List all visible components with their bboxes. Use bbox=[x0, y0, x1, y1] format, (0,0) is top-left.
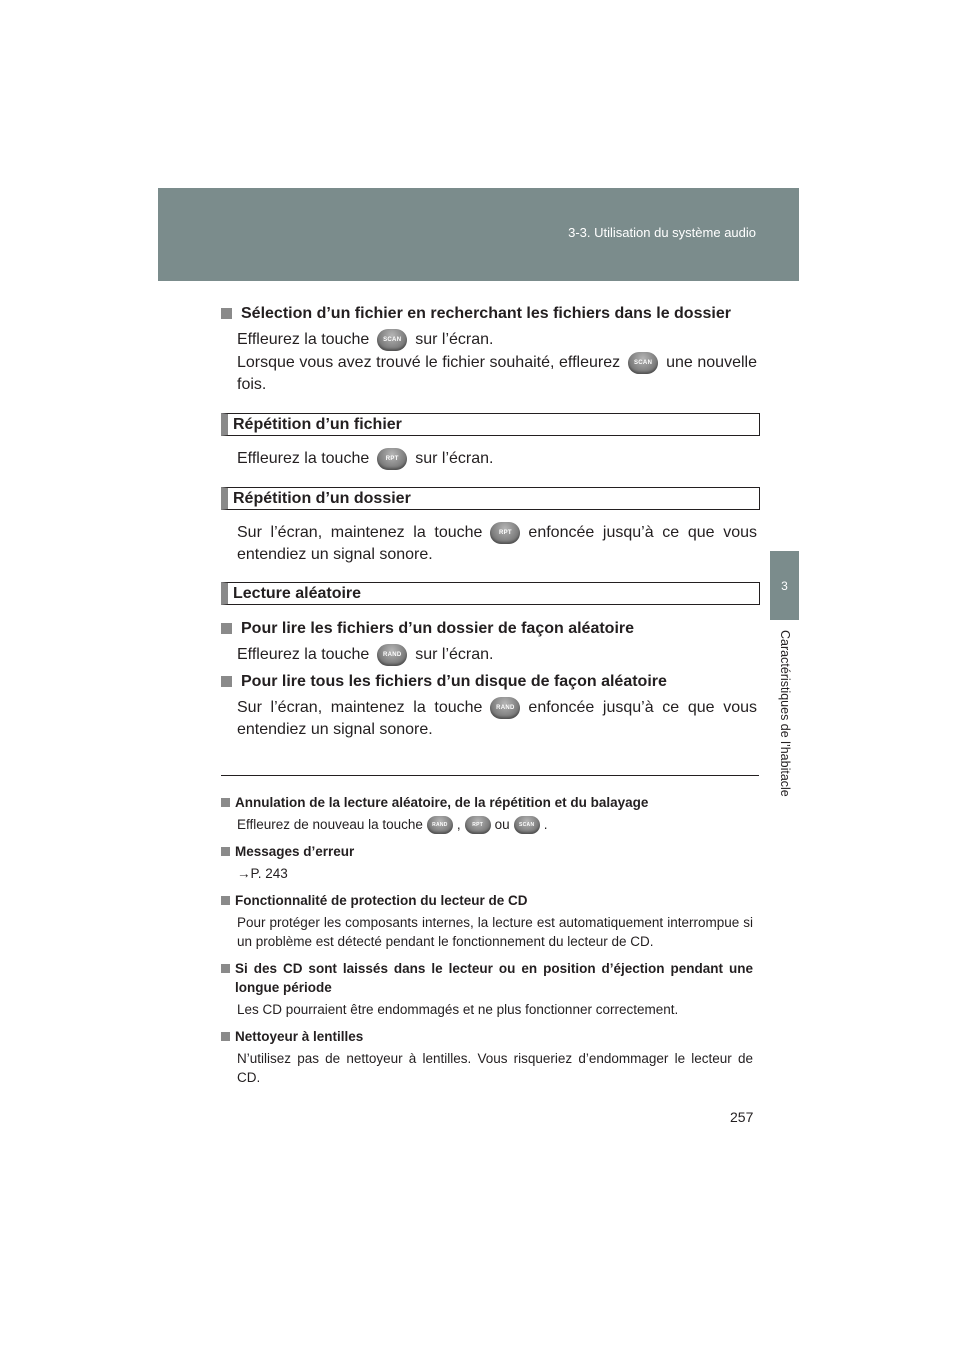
scan-heading: Sélection d’un fichier en recherchant les fichiers dans le dossier bbox=[221, 302, 757, 325]
random-disc-text: Sur l’écran, maintenez la touche RAND enfoncée jusqu’à ce que vous entendiez un signal sonore. bbox=[221, 697, 757, 741]
repeat-file-heading: Répétition d’un fichier bbox=[221, 413, 760, 436]
note-heading: Messages d’erreur bbox=[221, 842, 753, 861]
page-number: 257 bbox=[730, 1109, 754, 1125]
notes-section bbox=[221, 793, 753, 1095]
square-bullet-icon bbox=[221, 676, 232, 687]
square-bullet-icon bbox=[221, 798, 230, 807]
square-bullet-icon bbox=[221, 1032, 230, 1041]
header-band bbox=[158, 188, 799, 281]
note-left-cd bbox=[221, 959, 753, 1019]
main-content bbox=[221, 302, 757, 741]
rand-button-icon: RAND bbox=[490, 697, 520, 719]
section-divider bbox=[221, 775, 759, 776]
rpt-button-icon: RPT bbox=[377, 448, 407, 470]
note-errors bbox=[221, 842, 753, 883]
note-heading: Annulation de la lecture aléatoire, de la répétition et du balayage bbox=[221, 793, 753, 812]
random-heading: Lecture aléatoire bbox=[221, 582, 760, 605]
chapter-number: 3 bbox=[781, 578, 788, 593]
note-text: Pour protéger les composants internes, la lecture est automatiquement interrompue si un problème est détecté pendant le fonctionnement du lecteur de CD. bbox=[237, 915, 753, 950]
note-text: Les CD pourraient être endommagés et ne plus fonctionner correctement. bbox=[237, 1002, 679, 1018]
repeat-file-text: Effleurez la touche RPT sur l’écran. bbox=[221, 448, 757, 470]
note-cancel bbox=[221, 793, 753, 834]
scan-text-2: Lorsque vous avez trouvé le fichier souhaité, effleurez SCAN une nouvelle fois. bbox=[221, 352, 757, 396]
repeat-folder-text: Sur l’écran, maintenez la touche RPT enfoncée jusqu’à ce que vous entendiez un signal sonore. bbox=[221, 522, 757, 566]
section-title: 3-3. Utilisation du système audio bbox=[568, 225, 756, 240]
repeat-folder-heading: Répétition d’un dossier bbox=[221, 487, 760, 510]
square-bullet-icon bbox=[221, 896, 230, 905]
note-heading: Si des CD sont laissés dans le lecteur ou en position d’éjection pendant une longue période bbox=[221, 959, 753, 997]
square-bullet-icon bbox=[221, 308, 232, 319]
rand-button-icon: RAND bbox=[427, 816, 453, 834]
note-text: Effleurez de nouveau la touche RAND , RPT ou SCAN . bbox=[221, 815, 753, 834]
random-disc-heading: Pour lire tous les fichiers d’un disque de façon aléatoire bbox=[221, 670, 757, 693]
page-reference-link[interactable]: →P. 243 bbox=[237, 866, 288, 882]
scan-button-icon: SCAN bbox=[514, 816, 540, 834]
scan-button-icon: SCAN bbox=[377, 329, 407, 351]
chapter-label: Caractéristiques de l’habitacle bbox=[778, 630, 792, 797]
rand-button-icon: RAND bbox=[377, 644, 407, 666]
note-lens-cleaner bbox=[221, 1027, 753, 1087]
scan-button-icon: SCAN bbox=[628, 352, 658, 374]
scan-text-1: Effleurez la touche SCAN sur l’écran. bbox=[221, 329, 757, 351]
note-text: N’utilisez pas de nettoyeur à lentilles. Vous risqueriez d’endommager le lecteur de CD. bbox=[237, 1051, 753, 1086]
random-folder-heading: Pour lire les fichiers d’un dossier de façon aléatoire bbox=[221, 617, 757, 640]
square-bullet-icon bbox=[221, 847, 230, 856]
square-bullet-icon bbox=[221, 964, 230, 973]
rpt-button-icon: RPT bbox=[490, 522, 520, 544]
rpt-button-icon: RPT bbox=[465, 816, 491, 834]
square-bullet-icon bbox=[221, 623, 232, 634]
note-protection bbox=[221, 891, 753, 951]
note-heading: Fonctionnalité de protection du lecteur de CD bbox=[221, 891, 753, 910]
random-folder-text: Effleurez la touche RAND sur l’écran. bbox=[221, 644, 757, 666]
chapter-tab bbox=[770, 551, 799, 620]
note-heading: Nettoyeur à lentilles bbox=[221, 1027, 753, 1046]
